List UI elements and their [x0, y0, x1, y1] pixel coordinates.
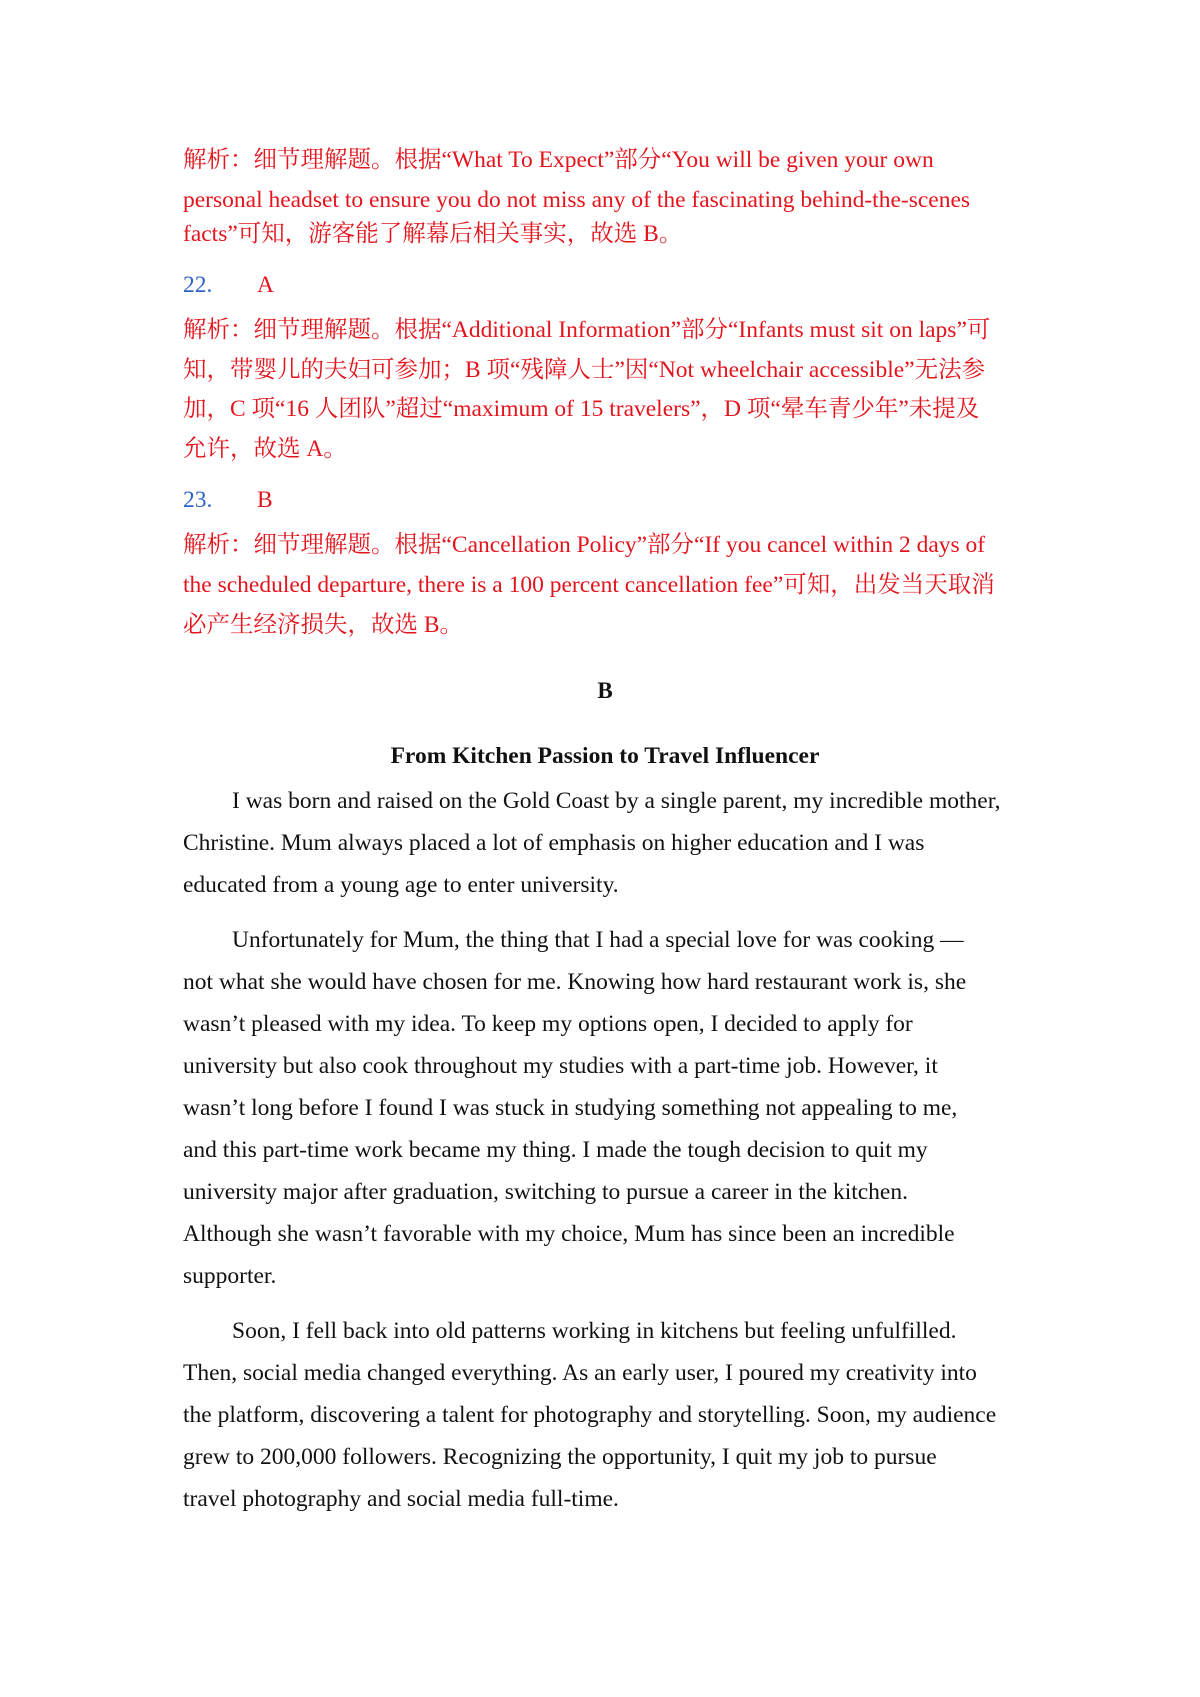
paragraph-line: I was born and raised on the Gold Coast by a single parent, my incredible mother,	[232, 788, 1001, 814]
paragraph-line: wasn’t long before I found I was stuck in studying something not appealing to me,	[183, 1095, 958, 1121]
paragraph-line: Soon, I fell back into old patterns working in kitchens but feeling unfulfilled.	[232, 1318, 957, 1344]
explanation-line: 解析：细节理解题。根据“Additional Information”部分“Infants must sit on laps”可	[183, 317, 991, 343]
paragraph-line: university but also cook throughout my studies with a part-time job. However, it	[183, 1053, 938, 1079]
passage-title: From Kitchen Passion to Travel Influencer	[390, 743, 820, 769]
paragraph-line: supporter.	[183, 1263, 277, 1289]
paragraph-line: the platform, discovering a talent for photography and storytelling. Soon, my audience	[183, 1402, 997, 1428]
explanation-line: 解析：细节理解题。根据“Cancellation Policy”部分“If you cancel within 2 days of	[183, 532, 986, 558]
explanation-line: 允许，故选 A。	[183, 436, 347, 462]
paragraph-line: Then, social media changed everything. As an early user, I poured my creativity into	[183, 1360, 977, 1386]
section-label: B	[597, 678, 613, 703]
question-number: 22.	[183, 272, 213, 298]
explanation-line: 解析：细节理解题。根据“What To Expect”部分“You will be given your own	[183, 147, 934, 173]
paragraph-line: Unfortunately for Mum, the thing that I had a special love for was cooking —	[232, 927, 964, 953]
question-number: 23.	[183, 487, 213, 513]
explanation-line: the scheduled departure, there is a 100 percent cancellation fee”可知，出发当天取消	[183, 572, 995, 598]
explanation-line: facts”可知，游客能了解幕后相关事实，故选 B。	[183, 221, 683, 247]
explanation-line: 必产生经济损失，故选 B。	[183, 612, 464, 638]
answer-letter: A	[257, 272, 274, 298]
paragraph-line: educated from a young age to enter university.	[183, 872, 619, 898]
paragraph-line: and this part-time work became my thing. I made the tough decision to quit my	[183, 1137, 928, 1163]
answer-letter: B	[257, 487, 273, 513]
paragraph-line: grew to 200,000 followers. Recognizing the opportunity, I quit my job to pursue	[183, 1444, 937, 1470]
explanation-line: personal headset to ensure you do not miss any of the fascinating behind-the-scenes	[183, 187, 971, 213]
paragraph-line: Although she wasn’t favorable with my choice, Mum has since been an incredible	[183, 1221, 955, 1247]
explanation-line: 加，C 项“16 人团队”超过“maximum of 15 travelers”，D 项“晕车青少年”未提及	[183, 396, 980, 422]
paragraph-line: not what she would have chosen for me. Knowing how hard restaurant work is, she	[183, 969, 967, 995]
paragraph-line: university major after graduation, switching to pursue a career in the kitchen.	[183, 1179, 908, 1205]
explanation-line: 知，带婴儿的夫妇可参加；B 项“残障人士”因“Not wheelchair accessible”无法参	[183, 357, 986, 383]
paragraph-line: wasn’t pleased with my idea. To keep my options open, I decided to apply for	[183, 1011, 913, 1037]
paragraph-line: travel photography and social media full-time.	[183, 1486, 619, 1512]
paragraph-line: Christine. Mum always placed a lot of emphasis on higher education and I was	[183, 830, 925, 856]
